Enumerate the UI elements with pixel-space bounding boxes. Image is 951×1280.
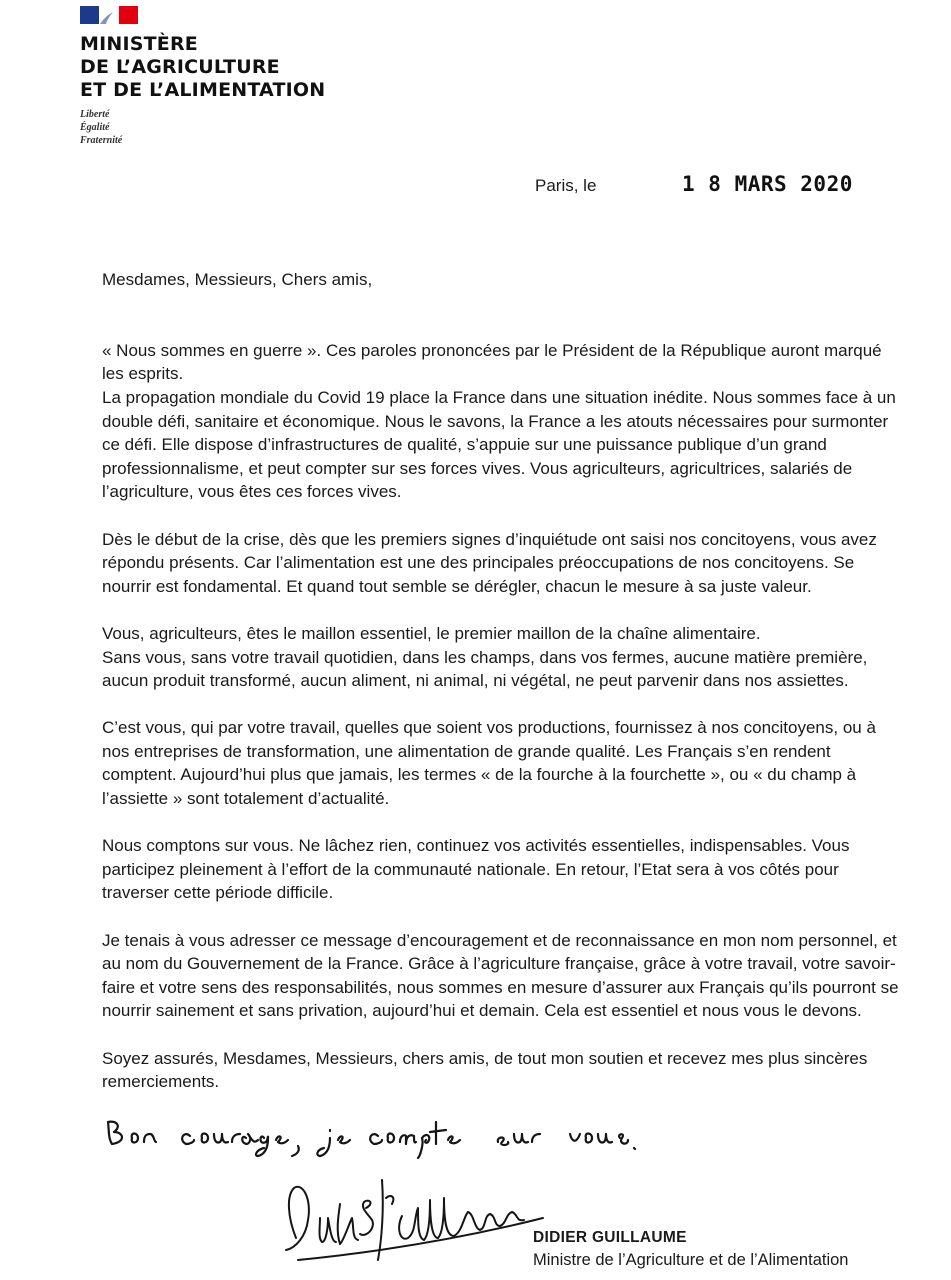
paragraph-farmers-group [102, 622, 902, 693]
paragraph-without-you: Sans vous, sans votre travail quotidien, dans les champs, dans vos fermes, aucune matière première, aucun produit transformé, aucun aliment, ni animal, ni végétal, ne peut parvenir dans nos assiettes. [102, 647, 868, 691]
ministry-name [80, 33, 325, 102]
signer-name: DIDIER GUILLAUME [533, 1229, 687, 1246]
paragraph-covid: La propagation mondiale du Covid 19 place la France dans une situation inédite. Nous sommes face à un double défi, sanitaire et économique. Nous le savons, la France a les atouts nécessaires pour surmonter ce défi. Elle dispose d’infrastructures de qualité, s’appuie sur une puissance publique d’un grand professionnalisme, et peut compter sur ses forces vives. Vous agriculteurs, agricultrices, salariés de l’agriculture, vous êtes ces forces vives. [102, 387, 896, 502]
handwritten-note [98, 1112, 638, 1162]
flag-blue [80, 6, 99, 24]
ministry-line-3: ET DE L’ALIMENTATION [80, 79, 326, 101]
paragraph-quote: « Nous sommes en guerre ». Ces paroles prononcées par le Président de la République auront marqué les esprits. [102, 340, 882, 384]
signature [278, 1168, 553, 1268]
signer-title: Ministre de l’Agriculture et de l’Alimentation [533, 1251, 849, 1269]
paragraph-closing: Soyez assurés, Mesdames, Messieurs, chers amis, de tout mon soutien et recevez mes plus sincères remerciements. [102, 1048, 868, 1092]
letter-body [102, 268, 902, 1117]
motto-liberte: Liberté [80, 109, 110, 120]
marianne-logo-icon [80, 6, 138, 24]
paragraph-production: C’est vous, qui par votre travail, quelles que soient vos productions, fournissez à nos concitoyens, ou à nos entreprises de transformation, une alimentation de grande qualité. Les Français s’en rendent comptent. Aujourd’hui plus que jamais, les termes « de la fourche à la fourchette », ou « du champ à l’assiette » sont totalement d’actualité. [102, 718, 876, 809]
motto-egalite: Égalité [80, 122, 110, 133]
letter-greeting: Mesdames, Messieurs, Chers amis, [102, 270, 373, 289]
ministry-line-1: MINISTÈRE [80, 33, 198, 55]
paragraph-encouragement: Je tenais à vous adresser ce message d’encouragement et de reconnaissance en mon nom personnel, et au nom du Gouvernement de la France. Grâce à l’agriculture française, grâce à votre travail, votre savoir-faire et votre sens des responsabilités, nous sommes en mesure d’assurer aux Français qu’ils pourront se nourrir sainement et sans privation, aujourd’hui et demain. Cela est essentiel et nous vous le devons. [102, 930, 899, 1021]
motto-fraternite: Fraternité [80, 135, 123, 146]
paragraph-crisis: Dès le début de la crise, dès que les premiers signes d’inquiétude ont saisi nos concitoyens, vous avez répondu présents. Car l’alimentation est une des principales préoccupations de nos concitoyens. Se nourrir est fondamental. Et quand tout semble se dérégler, chacun le mesure à sa juste valeur. [102, 529, 877, 596]
paragraph-farmers: Vous, agriculteurs, êtes le maillon essentiel, le premier maillon de la chaîne alimentaire. [102, 623, 761, 643]
flag-red [119, 6, 138, 24]
date-place-label: Paris, le [535, 176, 597, 195]
paragraph-count-on-you: Nous comptons sur vous. Ne lâchez rien, continuez vos activités essentielles, indispensables. Vous participez pleinement à l’effort de la communauté nationale. En retour, l’Etat sera à vos côtés pour traverser cette période difficile. [102, 836, 850, 903]
paragraph-quote-group [102, 339, 902, 504]
republic-motto [80, 108, 122, 147]
date-stamp: 1 8 MARS 2020 [682, 172, 853, 196]
ministry-line-2: DE L’AGRICULTURE [80, 56, 280, 78]
